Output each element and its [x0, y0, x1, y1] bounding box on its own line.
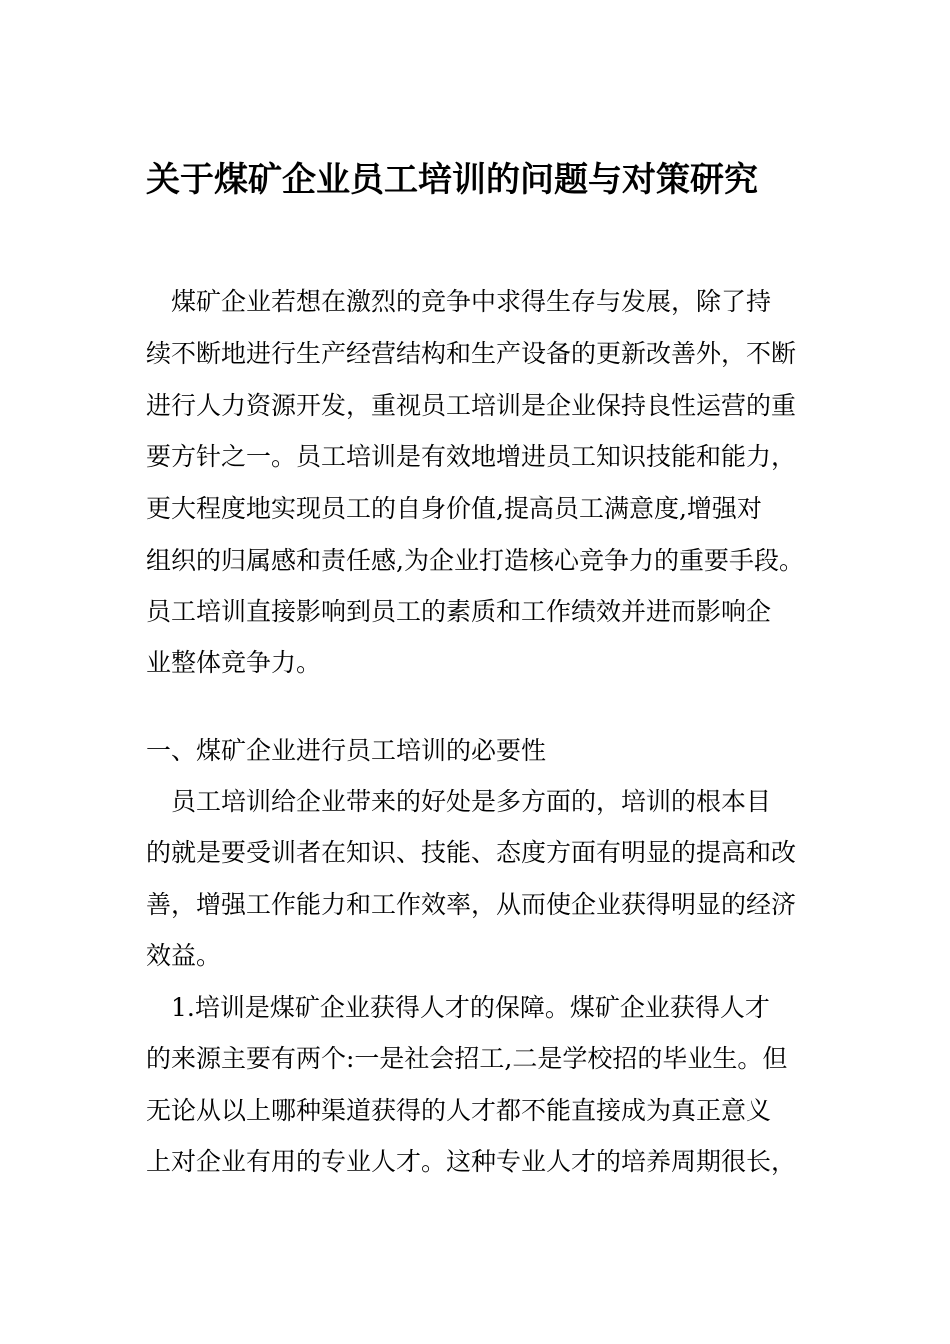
section1-para1-line-3: 善，增强工作能力和工作效率，从而使企业获得明显的经济 — [146, 890, 797, 919]
document-title: 关于煤矿企业员工培训的问题与对策研究 — [146, 160, 758, 200]
intro-line-3: 进行人力资源开发，重视员工培训是企业保持良性运营的重 — [146, 391, 797, 420]
section1-para2-line-1: 1.培训是煤矿企业获得人才的保障。煤矿企业获得人才 — [146, 993, 770, 1022]
intro-line-2: 续不断地进行生产经营结构和生产设备的更新改善外，不断 — [146, 339, 797, 368]
intro-line-6: 组织的归属感和责任感,为企业打造核心竞争力的重要手段。 — [146, 546, 804, 575]
section1-para2-line-4: 上对企业有用的专业人才。这种专业人才的培养周期很长， — [146, 1147, 797, 1176]
section1-para2-line-2: 的来源主要有两个:一是社会招工,二是学校招的毕业生。但 — [146, 1044, 788, 1073]
section1-para1-line-2: 的就是要受训者在知识、技能、态度方面有明显的提高和改 — [146, 838, 797, 867]
intro-line-4: 要方针之一。员工培训是有效地增进员工知识技能和能力， — [146, 442, 797, 471]
intro-line-5: 更大程度地实现员工的自身价值,提高员工满意度,增强对 — [146, 494, 762, 523]
section1-para1-line-4: 效益。 — [146, 941, 222, 970]
intro-line-1: 煤矿企业若想在激烈的竞争中求得生存与发展，除了持 — [146, 287, 772, 316]
section1-para1-line-1: 员工培训给企业带来的好处是多方面的，培训的根本目 — [146, 787, 772, 816]
intro-line-7: 员工培训直接影响到员工的素质和工作绩效并进而影响企 — [146, 597, 772, 626]
section1-para2-line-3: 无论从以上哪种渠道获得的人才都不能直接成为真正意义 — [146, 1096, 772, 1125]
section-heading: 一、煤矿企业进行员工培训的必要性 — [146, 736, 547, 765]
intro-line-8: 业整体竞争力。 — [146, 648, 322, 677]
